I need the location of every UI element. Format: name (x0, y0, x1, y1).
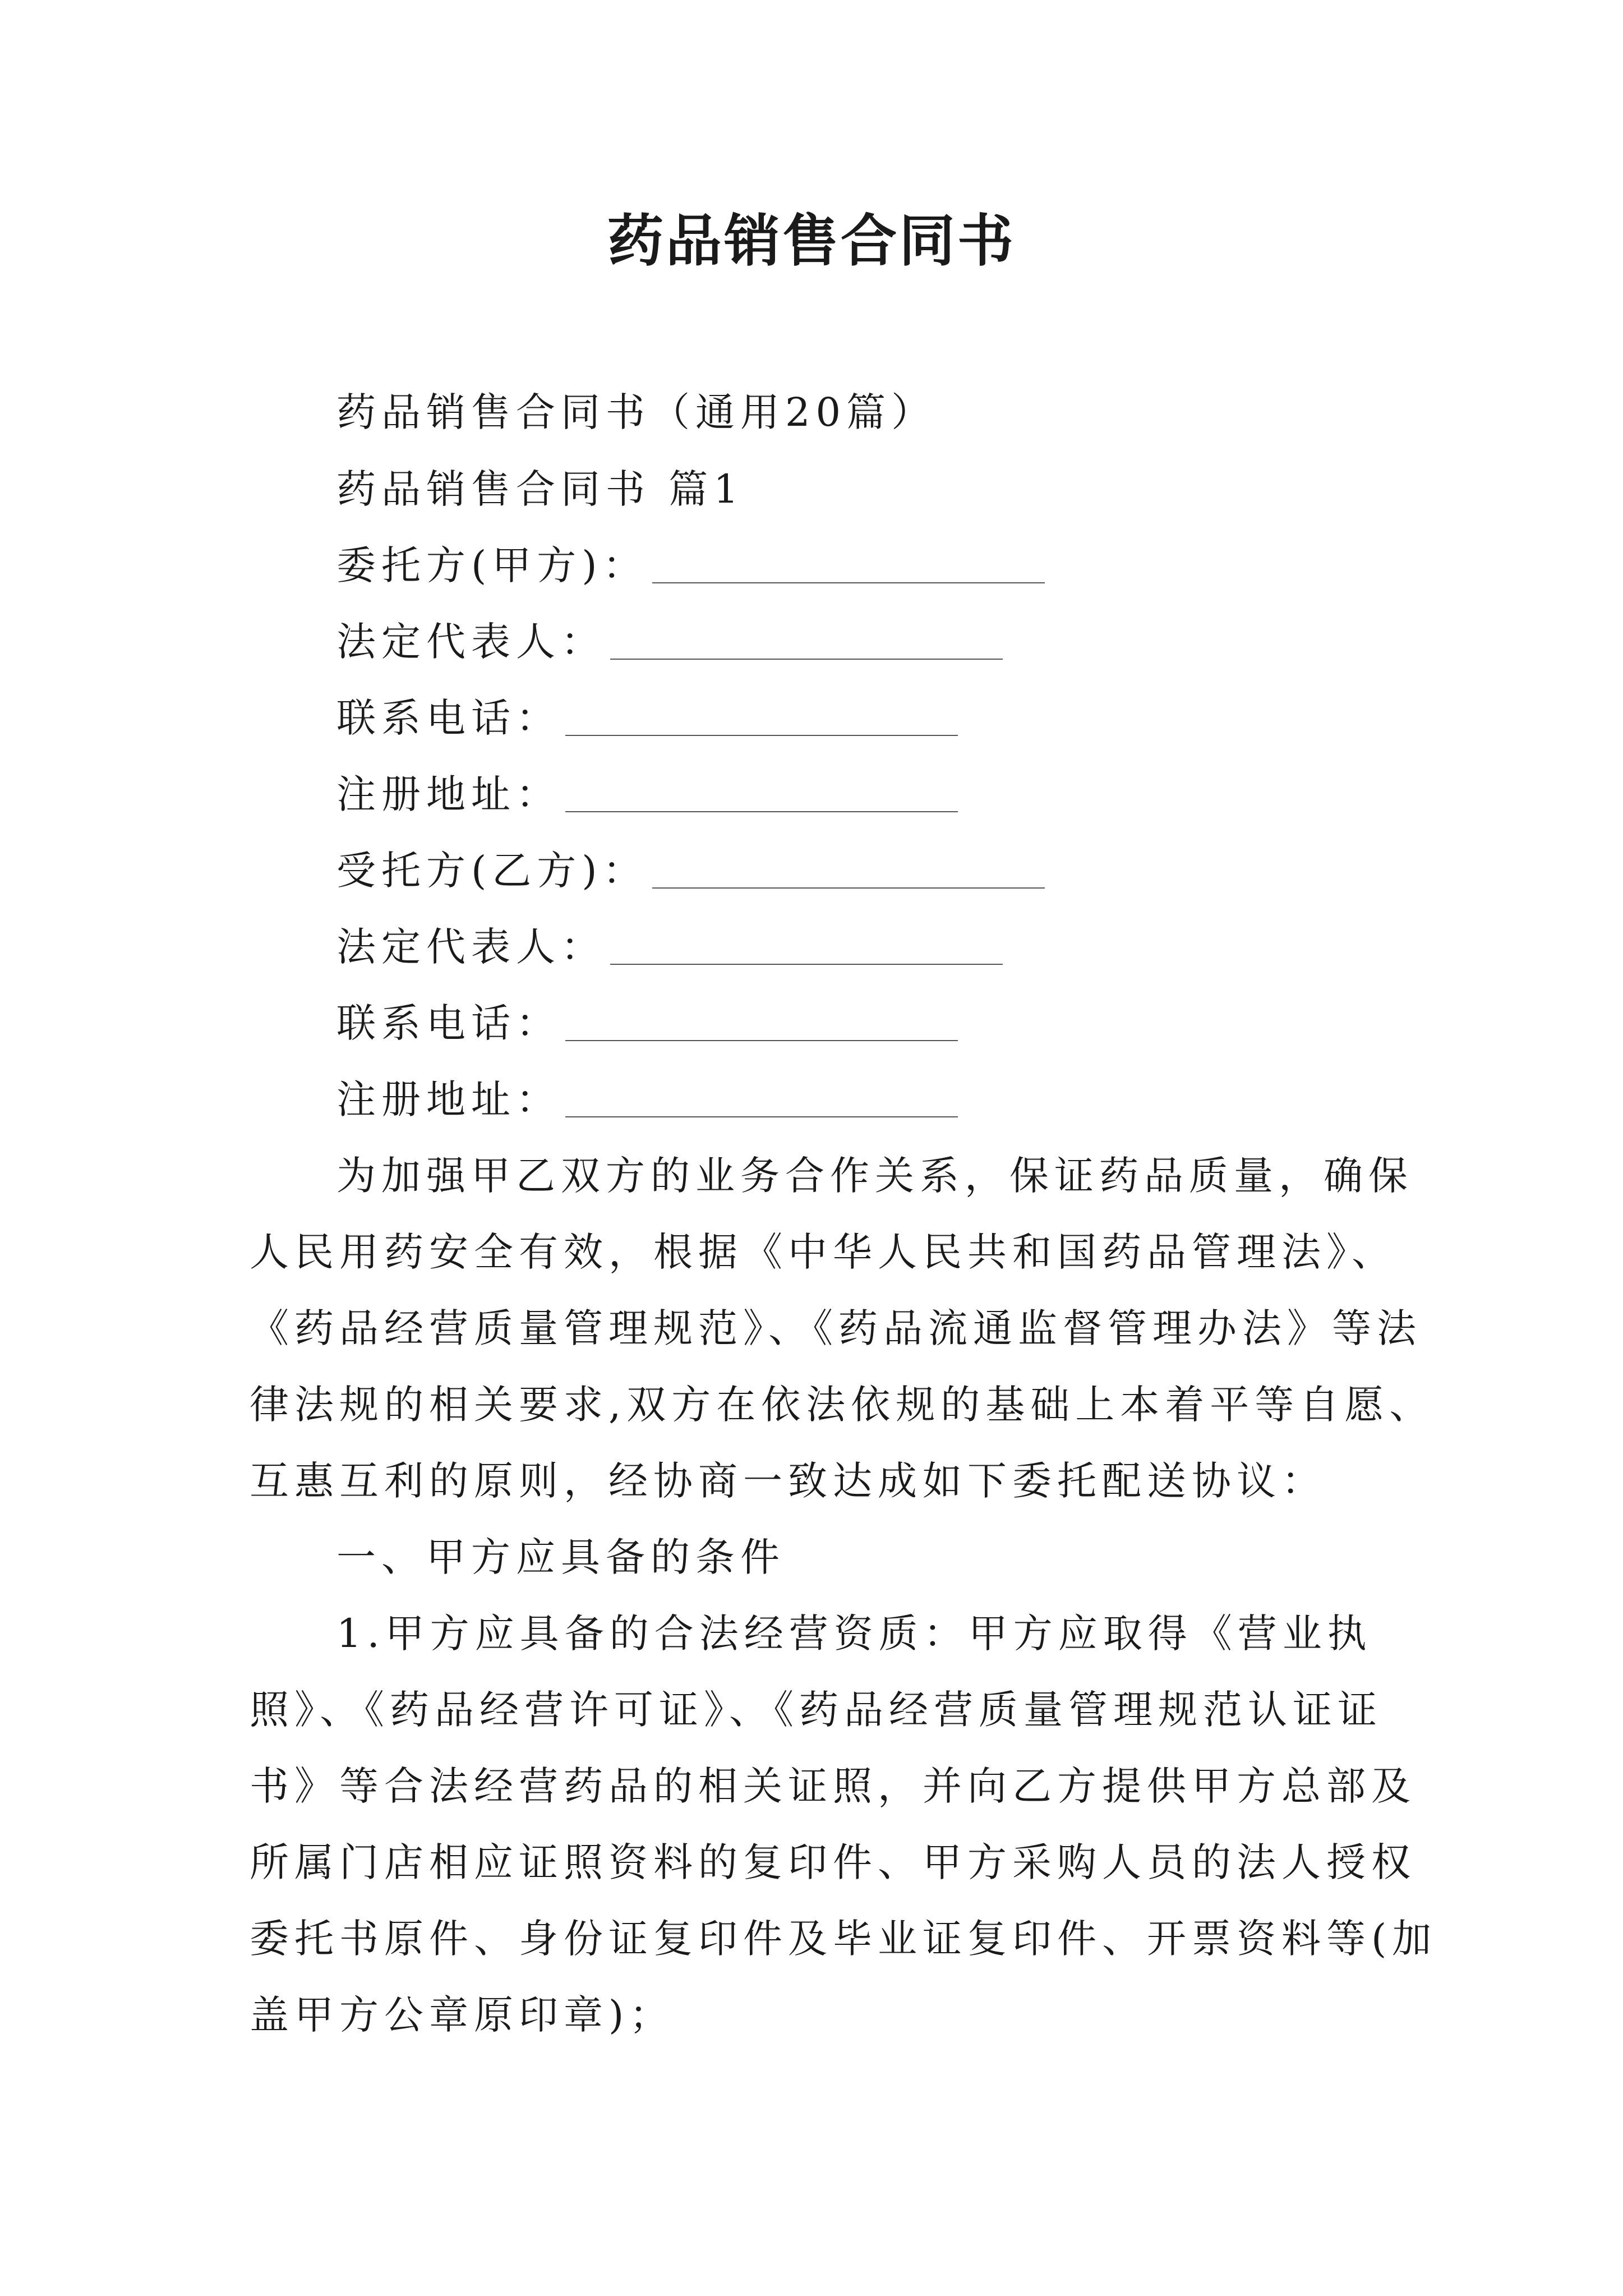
party-a-name-blank (652, 582, 1045, 583)
party-a-rep-label: 法定代表人： (336, 619, 606, 665)
party-b-rep-label: 法定代表人： (336, 924, 606, 970)
party-b-name-blank (652, 887, 1045, 889)
clause-line: 委托书原件、身份证复印件及毕业证复印件、开票资料等(加 (250, 1916, 1437, 1962)
party-b-address-label: 注册地址： (336, 1076, 561, 1122)
party-b-address-field (336, 1071, 958, 1128)
party-b-address-blank (565, 1116, 958, 1117)
chapter-heading: 药品销售合同书 篇1 (336, 466, 744, 512)
party-a-phone-blank (565, 735, 958, 736)
party-b-rep-blank (610, 964, 1003, 965)
party-a-rep-blank (610, 659, 1003, 660)
party-b-phone-field (336, 995, 958, 1051)
intro-line: 人民用药安全有效，根据《中华人民共和国药品管理法》、 (250, 1229, 1396, 1275)
clause-line: 照》、《药品经营许可证》、《药品经营质量管理规范认证证 (250, 1687, 1382, 1733)
document-subtitle: 药品销售合同书（通用20篇） (336, 389, 937, 435)
intro-line: 律法规的相关要求,双方在依法依规的基础上本着平等自愿、 (250, 1382, 1435, 1428)
section-heading: 一、甲方应具备的条件 (336, 1534, 785, 1580)
party-a-address-blank (565, 811, 958, 812)
clause-line: 所属门店相应证照资料的复印件、甲方采购人员的法人授权 (250, 1839, 1416, 1885)
party-a-address-field (336, 766, 958, 822)
party-b-phone-label: 联系电话： (336, 1000, 561, 1046)
intro-line: 《药品经营质量管理规范》、《药品流通监督管理办法》等法 (250, 1305, 1422, 1351)
clause-line: 1.甲方应具备的合法经营资质：甲方应取得《营业执 (336, 1611, 1372, 1657)
party-b-name-field (336, 843, 1045, 899)
clause-line: 盖甲方公章原印章)； (250, 1992, 675, 2038)
document-title: 药品销售合同书 (607, 208, 1016, 274)
party-b-phone-blank (565, 1040, 958, 1041)
party-a-phone-label: 联系电话： (336, 695, 561, 741)
party-a-name-label: 委托方(甲方)： (336, 542, 648, 588)
intro-line: 互惠互利的原则，经协商一致达成如下委托配送协议： (250, 1458, 1326, 1504)
party-a-rep-field (336, 614, 1003, 670)
party-b-rep-field (336, 919, 1003, 975)
clause-line: 书》等合法经营药品的相关证照，并向乙方提供甲方总部及 (250, 1763, 1416, 1809)
party-a-phone-field (336, 690, 958, 746)
party-b-name-label: 受托方(乙方)： (336, 848, 648, 894)
intro-line: 为加强甲乙双方的业务合作关系，保证药品质量，确保 (336, 1153, 1413, 1199)
party-a-name-field (336, 537, 1045, 593)
party-a-address-label: 注册地址： (336, 771, 561, 817)
